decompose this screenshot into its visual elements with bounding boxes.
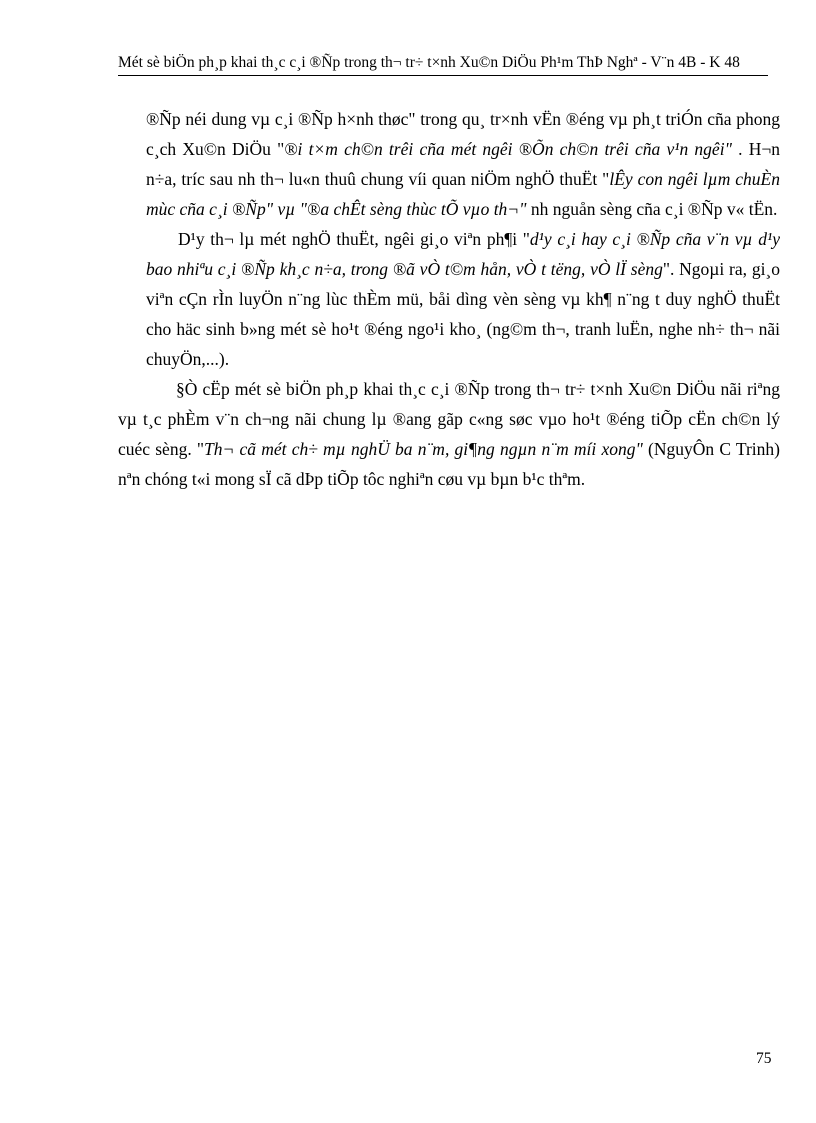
italic-quote: d¹y c¸i hay c¸i ®Ñp cña v¨n vµ d¹y bao nhiªu c¸i ®Ñp kh¸c n÷a, trong ®ã vÒ t©m hån, vÒ t tëng, vÒ lÏ sèng	[146, 229, 780, 279]
text-run: ®Ñp néi dung vµ c¸i ®Ñp h×nh thøc" trong qu¸ tr×nh vËn ®éng vµ ph¸t triÓn cña phong c¸ch Xu©n DiÖu "	[146, 109, 780, 159]
italic-quote: ®i t×m ch©n trêi cña mét ngêi ®Õn ch©n trêi cña v¹n ngêi"	[284, 139, 732, 159]
paragraph-2	[118, 224, 780, 374]
page-number: 75	[756, 1050, 772, 1067]
italic-quote: Th¬ cã mét ch÷ mµ nghÜ ba n¨m, gi¶ng ngµn n¨m míi xong"	[204, 439, 643, 459]
text-run: . H¬n n÷a, tríc sau nh th¬ lu«n thuû chung víi quan niÖm nghÖ thuËt "	[146, 139, 780, 189]
text-run: §Ò cËp mét sè biÖn ph¸p khai th¸c c¸i ®Ñp trong th¬ tr÷ t×nh Xu©n DiÖu nãi riªng vµ t¸c phÈm v¨n ch¬ng nãi chung lµ ®ang gãp c«ng søc vµo ho¹t ®éng tiÕp cËn ch©n lý cuéc sèng. "	[118, 379, 780, 459]
running-header: Mét sè biÖn ph¸p khai th¸c c¸i ®Ñp trong th¬ tr÷ t×nh Xu©n DiÖu Ph¹m ThÞ Nghª - V¨n 4B - K 48	[118, 52, 768, 76]
paragraph-3	[118, 374, 780, 494]
text-run: (NguyÔn C Trinh) nªn chóng t«i mong sÏ cã dÞp tiÕp tôc nghiªn cøu vµ bµn b¹c thªm.	[118, 439, 780, 489]
text-run: nh nguån sèng cña c¸i ®Ñp v« tËn.	[526, 199, 778, 219]
body-text	[118, 104, 780, 494]
paragraph-1	[118, 104, 780, 224]
text-run: ". Ngoµi ra, gi¸o viªn cÇn rÌn luyÖn n¨ng lùc thÈm mü, båi dìng vèn sèng vµ kh¶ n¨ng t duy nghÖ thuËt cho häc sinh b»ng mét sè ho¹t ®éng ngo¹i kho¸ (ng©m th¬, tranh luËn, nghe nh÷ th¬ nãi chuyÖn,...).	[146, 259, 781, 369]
text-run: D¹y th¬ lµ mét nghÖ thuËt, ngêi gi¸o viªn ph¶i "	[178, 229, 530, 249]
italic-quote: lÊy con ngêi lµm chuÈn mùc cña c¸i ®Ñp" vµ "®a chÊt sèng thùc tÕ vµo th¬"	[146, 169, 780, 219]
